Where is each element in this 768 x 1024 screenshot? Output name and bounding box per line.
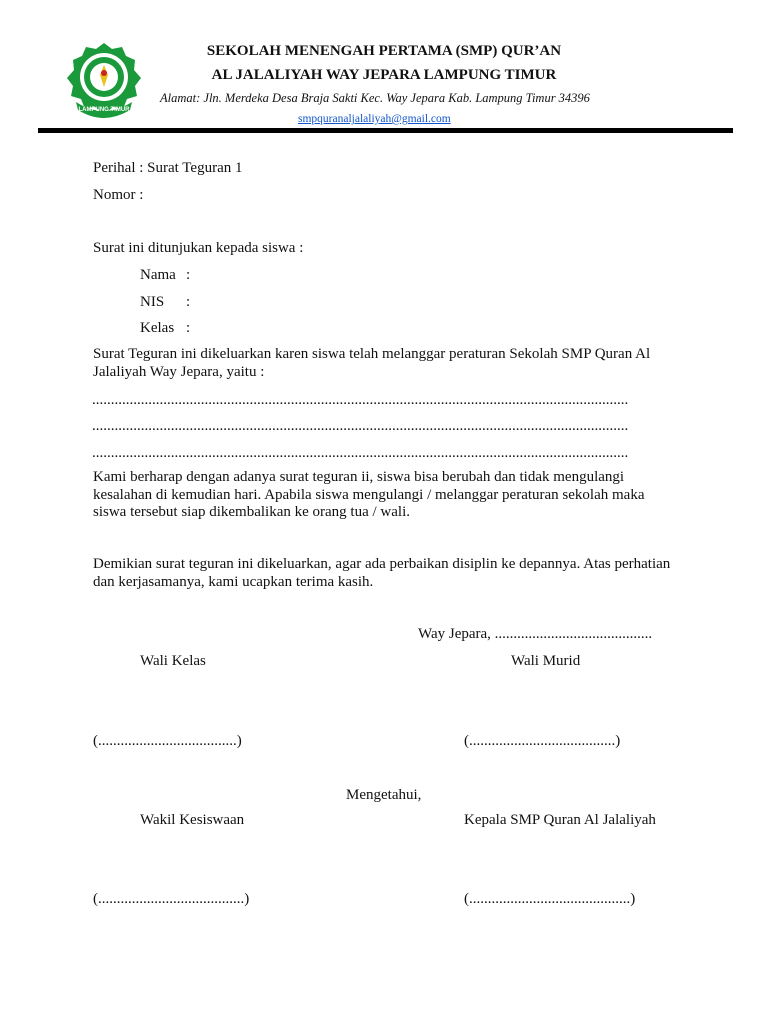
signature-label-wakil-kesiswaan: Wakil Kesiswaan: [140, 812, 245, 828]
reason-paragraph: Surat Teguran ini dikeluarkan karen siswa telah melanggar peraturan Sekolah SMP Quran Al Jalaliyah Way Jepara, yaitu :: [93, 346, 651, 380]
signature-label-kepala-sekolah: Kepala SMP Quran Al Jalaliyah: [464, 812, 656, 828]
place-date: Way Jepara, ..........................................: [418, 626, 653, 642]
field-label-nis: NIS: [140, 294, 165, 310]
letter-intro: Surat ini ditunjukan kepada siswa :: [93, 240, 304, 256]
field-separator: :: [186, 294, 191, 310]
school-name-line-2: AL JALALIYAH WAY JEPARA LAMPUNG TIMUR: [211, 67, 557, 83]
dotted-line: ...............................................................................................................................................: [92, 445, 629, 461]
school-name-line-1: SEKOLAH MENENGAH PERTAMA (SMP) QUR’AN: [206, 43, 562, 59]
dotted-line: ...............................................................................................................................................: [92, 418, 629, 434]
signature-blank-wakil-kesiswaan: (.......................................): [93, 891, 250, 907]
field-separator: :: [186, 267, 191, 283]
signature-label-wali-murid: Wali Murid: [511, 653, 581, 669]
logo-text: LAMPUNG TIMUR: [78, 107, 130, 113]
signature-blank-wali-murid: (.......................................): [464, 733, 621, 749]
closing-paragraph: Demikian surat teguran ini dikeluarkan, agar ada perbaikan disiplin ke depannya. Atas perhatian dan kerjasamanya, kami ucapkan terima kasih.: [93, 556, 671, 590]
school-email-link[interactable]: smpquranaljalaliyah@gmail.com: [298, 113, 451, 125]
field-label-nama: Nama: [140, 267, 176, 283]
letter-number: Nomor :: [93, 187, 144, 203]
header-divider: [38, 128, 733, 133]
dotted-line: ...............................................................................................................................................: [92, 392, 629, 408]
signature-blank-kepala-sekolah: (...........................................): [464, 891, 636, 907]
hope-paragraph: Kami berharap dengan adanya surat teguran ii, siswa bisa berubah dan tidak mengulangi kesalahan di kemudian hari. Apabila siswa mengulangi / melanggar peraturan sekolah maka siswa tersebut siap dikembalikan ke orang tua / wali.: [93, 469, 645, 520]
acknowledged-label: Mengetahui,: [346, 787, 422, 803]
signature-blank-wali-kelas: (.....................................): [93, 733, 242, 749]
field-separator: :: [186, 320, 191, 336]
field-label-kelas: Kelas: [140, 320, 175, 336]
signature-label-wali-kelas: Wali Kelas: [140, 653, 206, 669]
letter-subject: Perihal : Surat Teguran 1: [93, 160, 243, 176]
school-address: Alamat: Jln. Merdeka Desa Braja Sakti Kec. Way Jepara Kab. Lampung Timur 34396: [160, 91, 590, 105]
